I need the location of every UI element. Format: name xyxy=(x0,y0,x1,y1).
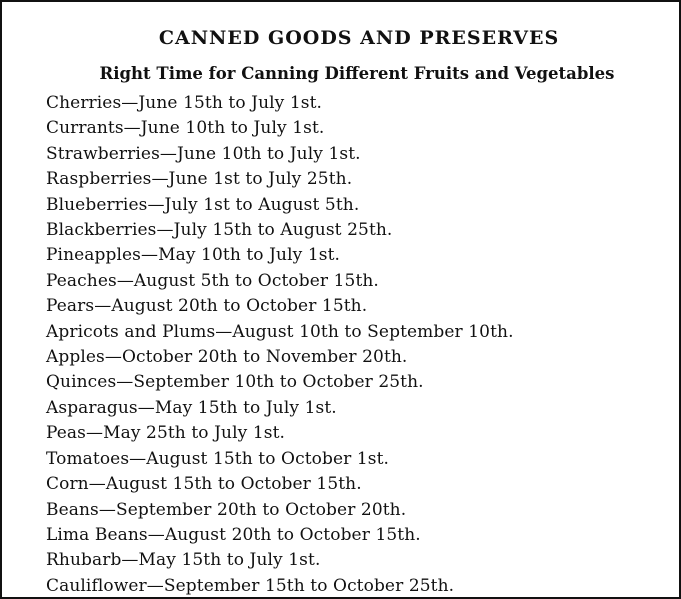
canning-times-list xyxy=(46,91,514,599)
list-item: Apples—October 20th to November 20th. xyxy=(46,347,408,368)
list-item: Beans—September 20th to October 20th. xyxy=(46,499,407,520)
list-item: Raspberries—June 1st to July 25th. xyxy=(46,169,353,190)
page-subheading: Right Time for Canning Different Fruits and Vegetables xyxy=(99,64,615,83)
list-item: Lima Beans—August 20th to October 15th. xyxy=(46,524,421,545)
list-item: Rhubarb—May 15th to July 1st. xyxy=(46,550,321,571)
list-item: Pears—August 20th to October 15th. xyxy=(46,296,368,317)
list-item: Tomatoes—August 15th to October 1st. xyxy=(46,448,390,469)
list-item: Blueberries—July 1st to August 5th. xyxy=(46,194,360,215)
list-item: Quinces—September 10th to October 25th. xyxy=(46,372,424,393)
list-item: Peas—May 25th to July 1st. xyxy=(46,423,286,444)
page-heading: CANNED GOODS AND PRESERVES xyxy=(158,27,560,49)
list-item: Strawberries—June 10th to July 1st. xyxy=(46,143,361,164)
list-item: Corn—August 15th to October 15th. xyxy=(46,474,362,495)
list-item: Blackberries—July 15th to August 25th. xyxy=(46,220,393,241)
list-item: Pineapples—May 10th to July 1st. xyxy=(46,245,341,266)
list-item: Asparagus—May 15th to July 1st. xyxy=(46,397,337,418)
list-item: Peaches—August 5th to October 15th. xyxy=(46,270,379,291)
list-item: Currants—June 10th to July 1st. xyxy=(46,118,325,139)
list-item: Cauliflower—September 15th to October 25th. xyxy=(46,575,455,596)
list-item: Apricots and Plums—August 10th to September 10th. xyxy=(46,321,514,342)
list-item: Cherries—June 15th to July 1st. xyxy=(46,93,323,113)
